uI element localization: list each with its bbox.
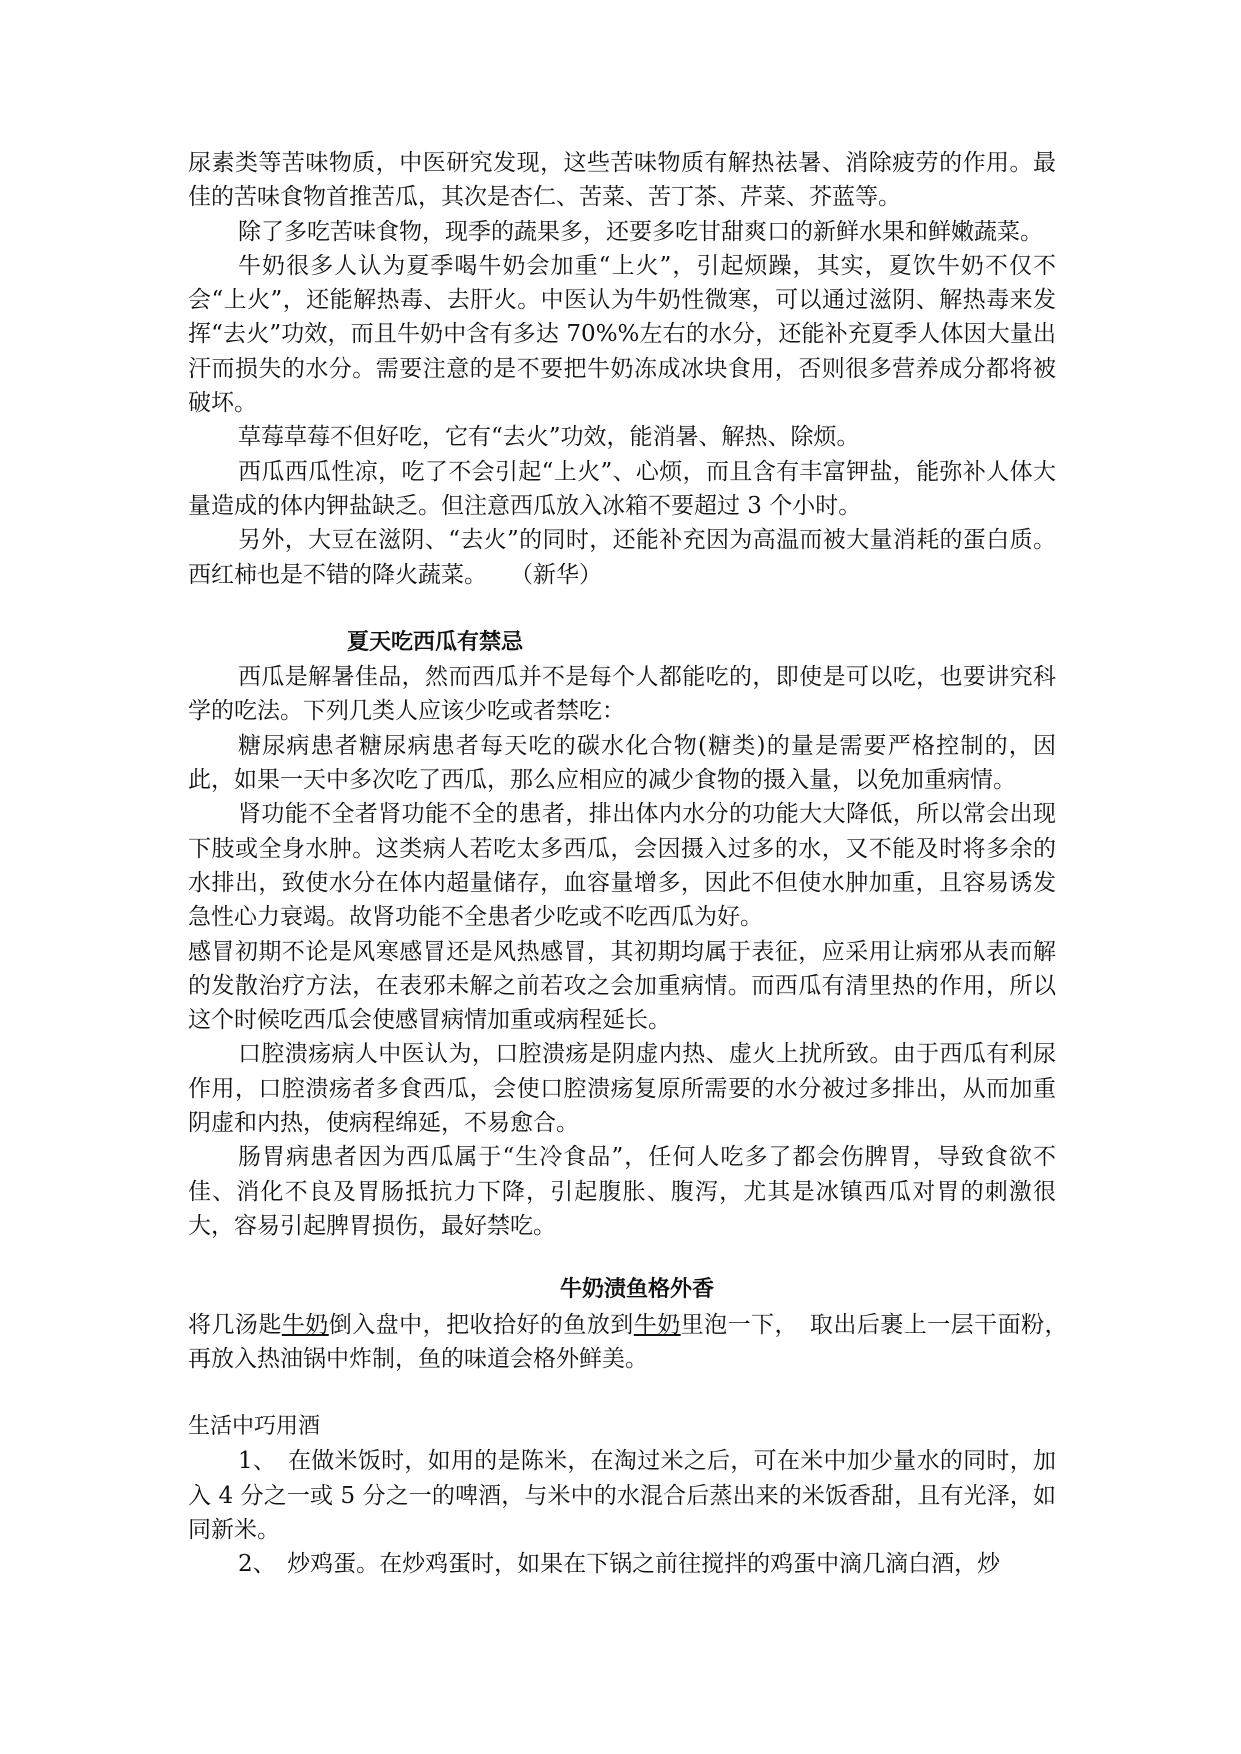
section-gap <box>188 592 1056 626</box>
paragraph-kidney: 肾功能不全者肾功能不全的患者，排出体内水分的功能大大降低，所以常会出现下肢或全身水肿。这类病人若吃太多西瓜，会因摄入过多的水，又不能及时将多余的水排出，致使水分在体内超量储存，血容量增多，因此不但使水肿加重，且容易诱发急性心力衰竭。故肾功能不全患者少吃或不吃西瓜为好。 <box>188 801 1056 931</box>
paragraph-watermelon-intro: 西瓜是解暑佳品，然而西瓜并不是每个人都能吃的，即使是可以吃，也要讲究科学的吃法。下列几类人应该少吃或者禁吃： <box>188 664 1056 725</box>
text-run: 将几汤匙 <box>188 1311 282 1338</box>
paragraph-stomach: 肠胃病患者因为西瓜属于“生冷食品”，任何人吃多了都会伤脾胃，导致食欲不佳、消化不良及胃肠抵抗力下降，引起腹胀、腹泻，尤其是冰镇西瓜对胃的刺激很大，容易引起脾胃损伤，最好禁吃。 <box>188 1144 1056 1239</box>
list-item-egg: 2、 炒鸡蛋。在炒鸡蛋时，如果在下锅之前往搅拌的鸡蛋中滴几滴白酒，炒 <box>238 1551 1001 1578</box>
text-run: 里泡一下， 取出后裹上一层干面粉， 再放入热油锅中炸制，鱼的味道会格外鲜美。 <box>188 1311 1080 1372</box>
list-item-rice: 1、 在做米饭时，如用的是陈米，在淘过米之后，可在米中加少量水的同时，加入 4 分之一或 5 分之一的啤酒，与米中的水混合后蒸出来的米饭香甜，且有光泽，如同新米。 <box>188 1448 1056 1543</box>
milk-link[interactable]: 牛奶 <box>281 1311 329 1338</box>
paragraph-cold: 感冒初期不论是风寒感冒还是风热感冒，其初期均属于表征，应采用让病邪从表而解的发散治疗方法，在表邪未解之前若攻之会加重病情。而西瓜有清里热的作用，所以这个时候吃西瓜会使感冒病情加重或病程延长。 <box>188 938 1056 1034</box>
section-gap <box>188 1243 1056 1273</box>
paragraph-fruits-vegetables: 除了多吃苦味食物，现季的蔬果多，还要多吃甘甜爽口的新鲜水果和鲜嫩蔬菜。 <box>238 218 1043 245</box>
text-run: 倒入盘中，把收拾好的鱼放到 <box>328 1311 634 1338</box>
paragraph-strawberry: 草莓草莓不但好吃，它有“去火”功效，能消暑、解热、除烦。 <box>238 424 860 451</box>
paragraph-milk: 牛奶很多人认为夏季喝牛奶会加重“上火”，引起烦躁，其实，夏饮牛奶不仅不会“上火”，还能解热毒、去肝火。中医认为牛奶性微寒，可以通过滋阴、解热毒来发挥“去火”功效，而且牛奶中含有多达 70%%左右的水分，还能补充夏季人体因大量出汗而损失的水分。需要注意的是不要把牛奶冻成冰块食用，否则很多营养成分都将被破坏。 <box>188 252 1056 417</box>
milk-link[interactable]: 牛奶 <box>633 1311 681 1338</box>
section-gap <box>188 1376 1056 1410</box>
paragraph-soybean: 另外，大豆在滋阴、“去火”的同时，还能补充因为高温而被大量消耗的蛋白质。西红柿也是不错的降火蔬菜。 （新华） <box>188 527 1056 588</box>
document-page <box>188 146 1080 1582</box>
paragraph-bitter-foods: 尿素类等苦味物质，中医研究发现，这些苦味物质有解热祛暑、消除疲劳的作用。最佳的苦味食物首推苦瓜，其次是杏仁、苦菜、苦丁茶、芹菜、芥蓝等。 <box>188 150 1056 211</box>
section-title-wine-tips: 生活中巧用酒 <box>188 1414 321 1440</box>
section-title-watermelon-taboo: 夏天吃西瓜有禁忌 <box>347 629 524 655</box>
section-title-milk-fish: 牛奶渍鱼格外香 <box>560 1277 715 1303</box>
paragraph-milk-fish <box>188 1308 1080 1377</box>
paragraph-watermelon: 西瓜西瓜性凉，吃了不会引起“上火”、心烦，而且含有丰富钾盐，能弥补人体大量造成的体内钾盐缺乏。但注意西瓜放入冰箱不要超过 3 个小时。 <box>188 458 1056 519</box>
paragraph-mouth-ulcer: 口腔溃疡病人中医认为，口腔溃疡是阴虚内热、虚火上扰所致。由于西瓜有利尿作用，口腔溃疡者多食西瓜，会使口腔溃疡复原所需要的水分被过多排出，从而加重阴虚和内热，使病程绵延，不易愈合。 <box>188 1041 1056 1137</box>
paragraph-diabetes: 糖尿病患者糖尿病患者每天吃的碳水化合物(糖类)的量是需要严格控制的，因此，如果一天中多次吃了西瓜，那么应相应的减少食物的摄入量，以免加重病情。 <box>188 732 1056 794</box>
